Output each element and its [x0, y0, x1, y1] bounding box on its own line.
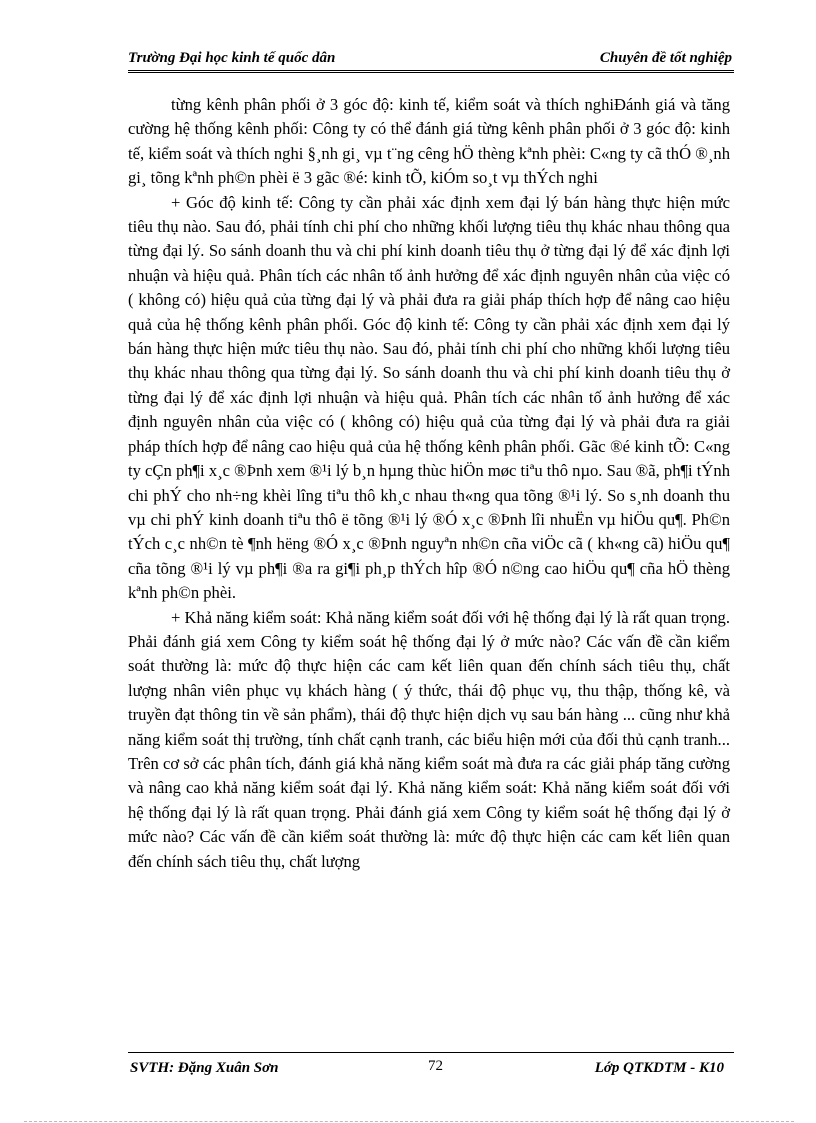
paragraph-2: + Góc độ kinh tế: Công ty cần phải xác định xem đại lý bán hàng thực hiện mức tiêu thụ nào. Sau đó, phải tính chi phí cho những khối lượng tiêu thụ khác nhau thông qua từng đại lý. So sánh doanh thu và chi phí kinh doanh tiêu thụ ở từng đại lý để xác định lợi nhuận và hiệu quả. Phân tích các nhân tố ảnh hưởng để xác định nguyên nhân của việc có ( không có) hiệu quả của từng đại lý và phải đưa ra giải pháp thích hợp để nâng cao hiệu quả của hệ thống kênh phân phối. Góc độ kinh tế: Công ty cần phải xác định xem đại lý bán hàng thực hiện mức tiêu thụ nào. Sau đó, phải tính chi phí cho những khối lượng tiêu thụ khác nhau thông qua từng đại lý. So sánh doanh thu và chi phí kinh doanh tiêu thụ ở từng đại lý để xác định lợi nhuận và hiệu quả. Phân tích các nhân tố ảnh hưởng để xác định nguyên nhân của việc có ( không có) hiệu quả của từng đại lý và phải đưa ra giải pháp thích hợp để nâng cao hiệu quả của hệ thống kênh phân phối. Gãc ®é kinh tÕ: C«ng ty cÇn ph¶i x¸c ®Þnh xem ®¹i lý b¸n hµng thùc hiÖn møc tiªu thô nµo. Sau ®ã, ph¶i tÝnh chi phÝ cho nh÷ng khèi lîng tiªu thô kh¸c nhau th«ng qua tõng ®¹i lý. So s¸nh doanh thu vµ chi phÝ kinh doanh tiªu thô ë tõng ®¹i lý ®Ó x¸c ®Þnh lîi nhuËn vµ hiÖu qu¶. Ph©n tÝch c¸c nh©n tè ¶nh hëng ®Ó x¸c ®Þnh nguyªn nh©n cña viÖc cã ( kh«ng cã) hiÖu qu¶ cña tõng ®¹i lý vµ ph¶i ®a ra gi¶i ph¸p thÝch hîp ®Ó n©ng cao hiÖu qu¶ cña hÖ thèng kªnh ph©n phèi.: [128, 192, 730, 603]
paragraph-1: từng kênh phân phối ở 3 góc độ: kinh tế, kiểm soát và thích nghiĐánh giá và tăng cường hệ thống kênh phối: Công ty có thể đánh giá từng kênh phân phối ở 3 góc độ: kinh tế, kiểm soát và thích nghi §¸nh gi¸ vµ t¨ng cêng hÖ thèng kªnh phèi: C«ng ty cã thÓ ®¸nh gi¸ tõng kªnh ph©n phèi ë 3 gãc ®é: kinh tÕ, kiÓm so¸t vµ thÝch nghi: [128, 95, 730, 188]
page-body: [128, 93, 730, 874]
header-doc-type: Chuyên đề tốt nghiệp: [599, 50, 732, 66]
page-footer: [128, 1052, 734, 1077]
page-bottom-divider: [24, 1121, 794, 1122]
header-school: Trường Đại học kinh tế quốc dân: [128, 50, 336, 66]
paragraph-3: + Khả năng kiểm soát: Khả năng kiểm soát đối với hệ thống đại lý là rất quan trọng. Phải đánh giá xem Công ty kiểm soát hệ thống đại lý ở mức nào? Các vấn đề cần kiểm soát thường là: mức độ thực hiện các cam kết liên quan đến chính sách tiêu thụ, chất lượng nhân viên phục vụ khách hàng ( ý thức, thái độ phục vụ, thu thập, thống kê, và truyền đạt thông tin về sản phẩm), thái độ thực hiện dịch vụ sau bán hàng ... cũng như khả năng kiểm soát thị trường, tính chất cạnh tranh, các biểu hiện mới của đối thủ cạnh tranh... Trên cơ sở các phân tích, đánh giá khả năng kiểm soát mà đưa ra các giải pháp tăng cường và nâng cao khả năng kiểm soát đại lý. Khả năng kiểm soát: Khả năng kiểm soát đối với hệ thống đại lý là rất quan trọng. Phải đánh giá xem Công ty kiểm soát hệ thống đại lý ở mức nào? Các vấn đề cần kiểm soát thường là: mức độ thực hiện các cam kết liên quan đến chính sách tiêu thụ, chất lượng: [128, 607, 730, 871]
page-header: [128, 48, 734, 73]
footer-author: SVTH: Đặng Xuân Sơn: [130, 1060, 279, 1076]
page-number: 72: [428, 1058, 443, 1074]
footer-class: Lớp QTKDTM - K10: [594, 1060, 724, 1076]
